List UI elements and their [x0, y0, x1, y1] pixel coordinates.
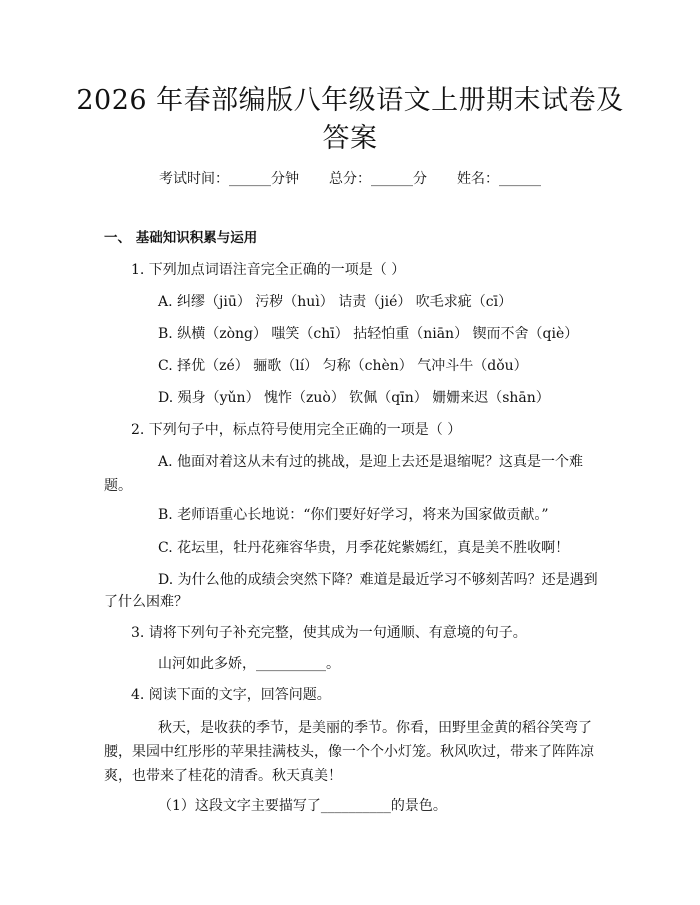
question-1-stem: 1. 下列加点词语注音完全正确的一项是（ ） [131, 262, 406, 278]
question-3-stem: 3. 请将下列句子补充完整，使其成为一句通顺、有意境的句子。 [131, 625, 527, 641]
exam-title-line1: 2026 年春部编版八年级语文上册期末试卷及 [76, 85, 624, 116]
question-2-option-b: B. 老师语重心长地说：“你们要好好学习，将来为国家做贡献。” [158, 507, 549, 523]
name-field: 姓名：______ [457, 171, 541, 187]
exam-title [60, 82, 640, 158]
question-1-option-a: A. 纠缪（jiū） 污秽（huì） 诘责（jié） 吹毛求疵（cī） [158, 294, 513, 310]
question-2-stem: 2. 下列句子中，标点符号使用完全正确的一项是（ ） [131, 422, 462, 438]
passage-line-1: 秋天，是收获的季节，是美丽的季节。你看，田野里金黄的稻谷笑弯了 [158, 720, 592, 736]
section-heading: 一、 基础知识积累与运用 [104, 230, 258, 246]
question-2-option-d-line1: D. 为什么他的成绩会突然下降？难道是最近学习不够刻苦吗？还是遇到 [158, 572, 598, 588]
passage-line-3: 爽，也带来了桂花的清香。秋天真美！ [104, 768, 342, 784]
question-1-option-d: D. 殒身（yǔn） 愧怍（zuò） 钦佩（qīn） 姗姗来迟（shān） [158, 390, 550, 406]
question-1-option-b: B. 纵横（zòng） 嗤笑（chī） 拈轻怕重（niān） 锲而不舍（qiè） [158, 326, 579, 342]
question-3-blank: 山河如此多娇，__________。 [158, 656, 340, 672]
question-2-option-a-line1: A. 他面对着这从未有过的挑战，是迎上去还是退缩呢？这真是一个难 [158, 454, 584, 470]
total-score-field: 总分：______分 [329, 171, 427, 187]
exam-title-line2: 答案 [322, 123, 378, 154]
exam-time-field: 考试时间：______分钟 [159, 171, 299, 187]
question-4-sub-1: （1）这段文字主要描写了__________的景色。 [158, 798, 447, 814]
question-2-option-d-line2: 了什么困难？ [104, 594, 188, 610]
question-1-option-c: C. 择优（zé） 骊歌（lí） 匀称（chèn） 气冲斗牛（dǒu） [158, 358, 528, 374]
question-2-option-c: C. 花坛里，牡丹花雍容华贵，月季花姹紫嫣红，真是美不胜收啊！ [158, 540, 570, 556]
question-2-option-a-line2: 题。 [104, 478, 132, 494]
exam-meta [0, 168, 700, 188]
question-4-stem: 4. 阅读下面的文字，回答问题。 [131, 687, 331, 703]
passage-line-2: 腰，果园中红彤彤的苹果挂满枝头，像一个个小灯笼。秋风吹过，带来了阵阵凉 [104, 744, 594, 760]
